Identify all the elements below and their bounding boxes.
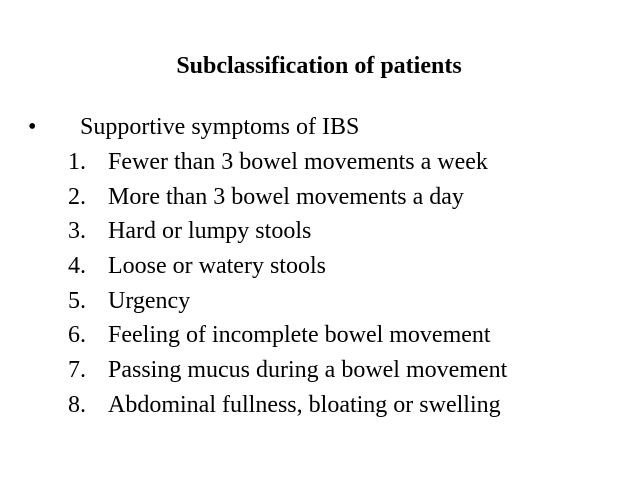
bullet-text: Supportive symptoms of IBS: [80, 114, 360, 140]
list-item-number: 3.: [68, 218, 86, 245]
list-item: [68, 145, 507, 180]
slide-title: Subclassification of patients: [176, 53, 462, 79]
list-item-text: Abdominal fullness, bloating or swelling: [108, 391, 501, 418]
list-item-number: 5.: [68, 287, 86, 314]
bullet-row: [28, 110, 359, 144]
list-item: [68, 284, 507, 319]
list-item-number: 2.: [68, 183, 86, 210]
list-item-text: Urgency: [108, 287, 191, 314]
symptom-list: [68, 145, 507, 423]
list-item-number: 6.: [68, 322, 86, 349]
list-item: [68, 180, 507, 215]
list-item: [68, 249, 507, 284]
list-item: [68, 388, 507, 423]
list-item: [68, 318, 507, 353]
list-item-text: Passing mucus during a bowel movement: [108, 357, 508, 384]
list-item-number: 1.: [68, 149, 86, 175]
list-item-text: More than 3 bowel movements a day: [108, 183, 464, 210]
list-item-number: 7.: [68, 357, 86, 384]
list-item: [68, 353, 507, 388]
bullet-marker: •: [28, 114, 37, 140]
list-item-number: 8.: [68, 391, 86, 418]
list-item-text: Feeling of incomplete bowel movement: [108, 322, 491, 349]
list-item-text: Loose or watery stools: [108, 253, 326, 280]
list-item-text: Fewer than 3 bowel movements a week: [108, 149, 488, 175]
list-item-text: Hard or lumpy stools: [108, 218, 312, 245]
list-item: [68, 214, 507, 249]
list-item-number: 4.: [68, 253, 86, 280]
